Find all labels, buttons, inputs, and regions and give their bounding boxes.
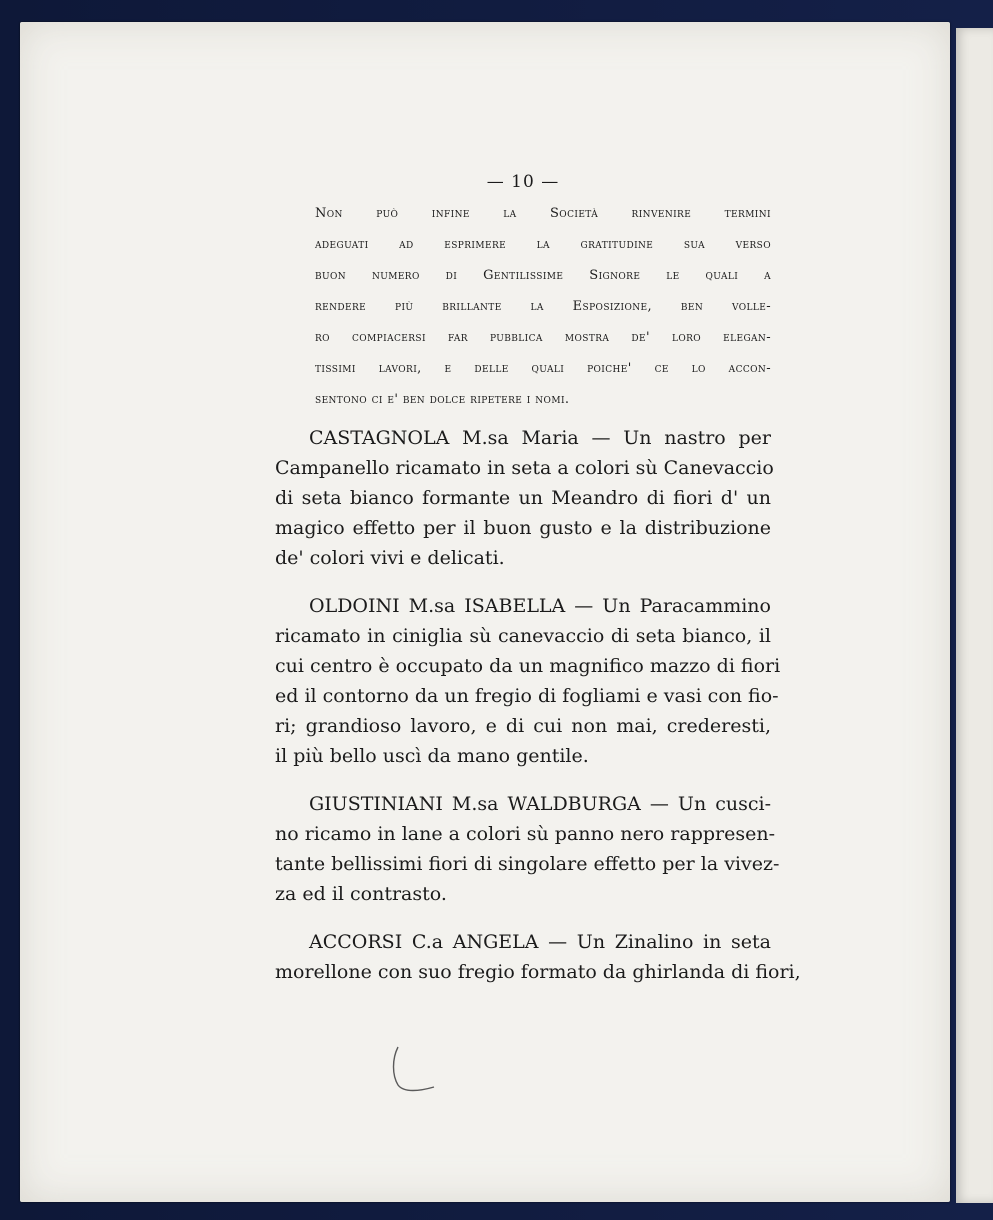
- intro-line: rendere più brillante la Esposizione, ben volle-: [315, 299, 771, 314]
- entry-line: za ed il contrasto.: [275, 883, 447, 905]
- entry-line: de' colori vivi e delicati.: [275, 547, 505, 569]
- intro-line: adeguati ad esprimere la gratitudine sua verso: [315, 237, 771, 252]
- adjacent-page-edge: [956, 28, 993, 1203]
- entry-line: CASTAGNOLA M.sa Maria — Un nastro per: [309, 427, 771, 449]
- entry-line: cui centro è occupato da un magnifico mazzo di fiori: [275, 655, 781, 677]
- entry-line: tante bellissimi fiori di singolare effetto per la vivez-: [275, 853, 780, 875]
- entry-line: di seta bianco formante un Meandro di fiori d' un: [275, 487, 771, 509]
- entry-line: ri; grandioso lavoro, e di cui non mai, crederesti,: [275, 715, 771, 737]
- entry-line: magico effetto per il buon gusto e la distribuzione: [275, 517, 771, 539]
- page-text: [275, 172, 801, 1005]
- entry-line: GIUSTINIANI M.sa WALDBURGA — Un cusci-: [309, 793, 771, 815]
- page-number: — 10 —: [486, 172, 560, 192]
- entry-line: il più bello uscì da mano gentile.: [275, 745, 589, 767]
- intro-line: ro compiacersi far pubblica mostra de' loro elegan-: [315, 330, 771, 345]
- entry-line: ricamato in ciniglia sù canevaccio di seta bianco, il: [275, 625, 771, 647]
- intro-line: tissimi lavori, e delle quali poiche' ce lo accon-: [315, 361, 771, 376]
- intro-line: buon numero di Gentilissime Signore le quali a: [315, 268, 771, 283]
- entry-giustiniani: [275, 789, 780, 909]
- entry-castagnola: [275, 423, 774, 573]
- entry-line: morellone con suo fregio formato da ghirlanda di fiori,: [275, 961, 801, 983]
- entry-line: Campanello ricamato in seta a colori sù Canevaccio: [275, 457, 774, 479]
- entry-line: ed il contorno da un fregio di fogliami e vasi con fio-: [275, 685, 779, 707]
- entry-line: OLDOINI M.sa ISABELLA — Un Paracammino: [309, 595, 771, 617]
- entry-line: no ricamo in lane a colori sù panno nero rappresen-: [275, 823, 776, 845]
- entry-line: ACCORSI C.a ANGELA — Un Zinalino in seta: [309, 931, 771, 953]
- intro-paragraph: [275, 198, 771, 415]
- entry-accorsi: [275, 927, 801, 987]
- ink-mark-icon: [390, 1045, 450, 1095]
- intro-line: Non può infine la Società rinvenire termini: [315, 206, 771, 221]
- intro-line: sentono ci e' ben dolce ripetere i nomi.: [315, 392, 570, 407]
- entry-oldoini: [275, 591, 781, 771]
